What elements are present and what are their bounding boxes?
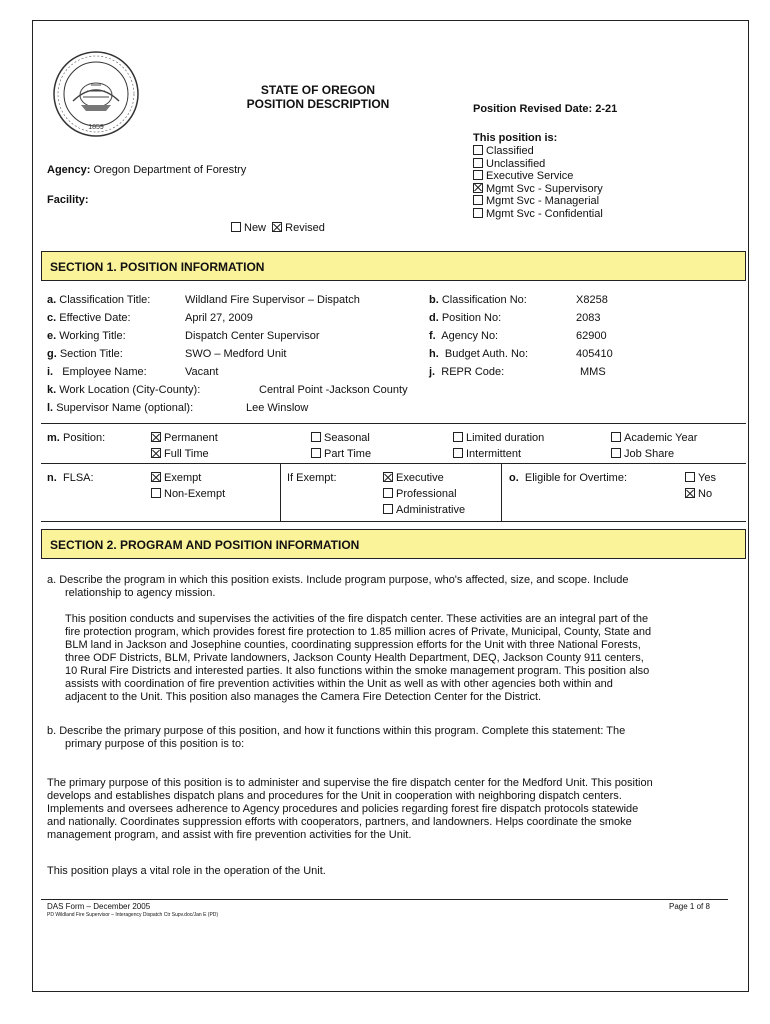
professional-checkbox[interactable]: [383, 488, 393, 498]
paragraph-line: Implements and oversees adherence to Agency procedures and policies regarding forest fire dispatch protocols statewide: [47, 803, 639, 815]
position-is-checkbox[interactable]: [473, 145, 483, 155]
work-location-value: Central Point -Jackson County: [259, 384, 408, 396]
agency-row: [47, 163, 246, 177]
paragraph-line: This position conducts and supervises the activities of the fire dispatch center. These activities are an integral part of the: [65, 613, 649, 625]
paragraph-line: 10 Rural Fire Districts and interested parties. It also functions within the smoke management program. This position also: [65, 665, 650, 677]
new-label: New: [244, 222, 267, 234]
paragraph-line: The primary purpose of this position is to administer and supervise the fire dispatch center for the Medford Unit. This position: [47, 777, 653, 789]
section1-header: [41, 251, 746, 281]
agency-no-value: 62900: [576, 330, 607, 342]
paragraph-line: develops and establishes dispatch plans and procedures for the Unit in cooperation with neighboring dispatch centers.: [47, 790, 622, 802]
facility-label: Facility:: [47, 194, 89, 206]
position-is-option: Mgmt Svc - Managerial: [473, 195, 603, 208]
position-is-option: Unclassified: [473, 158, 603, 171]
position-is-option: Mgmt Svc - Confidential: [473, 208, 603, 221]
answer-a: [65, 613, 747, 704]
svg-text:1859: 1859: [88, 124, 104, 131]
form-page: 1859 STATE OF OREGON POSITION DESCRIPTION Position Revised Date: 2-21 This position is: Classified Unclassified Executive Service Mgmt Svc - Supervisory Mgmt Svc - Managerial Mgmt Svc - Confidential Agency: Oregon Department of Forestry Facility: New Revised SECTION 1. POSITION INFORMATION a. Classification Title: Wildland Fire Supervisor – Dispatch b. Classification No: X8258 c. Effective Date: April 27, 2009 d. Position No: 2083 e. Working Title: Dispatch Center Supervisor f. Agency No: 62900 g. Section Title: SWO – Medford Unit h. Budget Auth. No: 405410 i. Employee Name: Vacant j. REPR Code: MMS k. Work Location (City-County): Central Point -Jackson County l. Supervisor Name (optional): Lee Winslow m. Position: Permanent Seasonal Limited duration Academic Year Full Time Part Time Intermittent Job Share n. FLSA: Exempt Non-Exempt If Exempt: Executive Professional Administrative o. Eligible for Overtime: Yes No SECTION 2. PROGRAM AND POSITION INFORMATION a. Describe the program in which this position exists. Include program purpose, who's affected, size, and scope. Include relationship to agency mission. This position conducts and supervises the activities of the fire dispatch center. These activities are an integral part of the fire protection program, which provides forest fire protection to 1.85 million acres of Private, Municipal, County, State and BLM land in Jackson and Josephine counties, coordinating suppression efforts for the Unit with three National Forests, three ODF Districts, BLM, Private landowners, Jackson County Health Department, DEQ, Jackson County 911 centers, 10 Rural Fire Districts and interested parties. It also functions within the smoke management program. This position also assists with coordination of fire prevention activities within the Unit as well as with other agencies both within and adjacent to the Unit. This position also manages the Camera Fire Detection Center for the District. b. Describe the primary purpose of this position, and how it functions within this program. Complete this statement: The primary purpose of this position is to: The primary purpose of this position is to administer and supervise the fire dispatch center for the Medford Unit. This position develops and establishes dispatch plans and procedures for the Unit in cooperation with neighboring dispatch centers. Implements and oversees adherence to Agency procedures and policies regarding forest fire dispatch protocols statewide and nationally. Coordinates suppression efforts with cooperators, partners, and landowners. Helps coordinate the smoke management program, and assist with fire prevention activities for the Unit. This position plays a vital role in the operation of the Unit. DAS Form – December 2005 PD Wildland Fire Supervisor – Interagency Dispatch Ctr Supv.doc/Jan E (PD) Page 1 of 8: [32, 20, 749, 992]
academic-year-checkbox[interactable]: [611, 432, 621, 442]
part-time-checkbox[interactable]: [311, 448, 321, 458]
position-is-checkbox[interactable]: [473, 183, 483, 193]
position-is-checkbox[interactable]: [473, 208, 483, 218]
section1-title: SECTION 1. POSITION INFORMATION: [50, 260, 265, 274]
paragraph-line: assists with coordination of fire prevention activities within the Unit as well as with other agencies both within and: [65, 678, 613, 690]
paragraph-line: adjacent to the Unit. This position also manages the Camera Fire Detection Center for the District.: [65, 691, 542, 703]
revised-date-value: 2-21: [595, 103, 618, 115]
permanent-checkbox[interactable]: [151, 432, 161, 442]
limited-duration-checkbox[interactable]: [453, 432, 463, 442]
repr-code-value: MMS: [580, 366, 606, 378]
non-exempt-checkbox[interactable]: [151, 488, 161, 498]
position-is-options: [473, 145, 603, 220]
job-share-checkbox[interactable]: [611, 448, 621, 458]
position-no-value: 2083: [576, 312, 601, 324]
section2-header: [41, 529, 746, 559]
question-a: a. Describe the program in which this position exists. Include program purpose, who's affected, size, and scope. Include relationship to agency mission.: [47, 574, 629, 599]
agency-label: Agency:: [47, 164, 91, 176]
exempt-checkbox[interactable]: [151, 472, 161, 482]
section2-title: SECTION 2. PROGRAM AND POSITION INFORMATION: [50, 538, 360, 552]
budget-auth-value: 405410: [576, 348, 613, 360]
classification-title-value: Wildland Fire Supervisor – Dispatch: [185, 294, 360, 306]
position-is-title: This position is:: [473, 132, 558, 144]
new-checkbox[interactable]: [231, 222, 241, 232]
overtime-no-checkbox[interactable]: [685, 488, 695, 498]
supervisor-name-value: Lee Winslow: [246, 402, 309, 414]
question-b: b. Describe the primary purpose of this position, and how it functions within this program. Complete this statement: The primary purpose of this position is to:: [47, 725, 626, 750]
section-title-value: SWO – Medford Unit: [185, 348, 287, 360]
position-is-option: Executive Service: [473, 170, 603, 183]
oregon-seal-logo: [51, 49, 141, 139]
executive-checkbox[interactable]: [383, 472, 393, 482]
classification-no-value: X8258: [576, 294, 608, 306]
employee-name-value: Vacant: [185, 366, 219, 378]
full-time-checkbox[interactable]: [151, 448, 161, 458]
administrative-checkbox[interactable]: [383, 504, 393, 514]
position-is-option: Mgmt Svc - Supervisory: [473, 183, 603, 196]
position-is-checkbox[interactable]: [473, 195, 483, 205]
intermittent-checkbox[interactable]: [453, 448, 463, 458]
agency-value: Oregon Department of Forestry: [93, 164, 247, 176]
paragraph-line: BLM land in Jackson and Josephine counties, coordinating suppression efforts for the Unit with three National Forests,: [65, 639, 641, 651]
position-is-checkbox[interactable]: [473, 158, 483, 168]
footer-path: PD Wildland Fire Supervisor – Interagency Dispatch Ctr Supv.doc/Jan E (PD): [47, 912, 219, 918]
effective-date-value: April 27, 2009: [185, 312, 253, 324]
overtime-yes-checkbox[interactable]: [685, 472, 695, 482]
paragraph-line: management program, and assist with fire prevention activities for the Unit.: [47, 829, 412, 841]
answer-b: [47, 777, 747, 842]
seasonal-checkbox[interactable]: [311, 432, 321, 442]
paragraph-line: fire protection program, which provides forest fire protection to 1.85 million acres of Private, Municipal, County, State and: [65, 626, 652, 638]
position-is-checkbox[interactable]: [473, 170, 483, 180]
revised-label: Revised: [285, 222, 325, 234]
paragraph-line: and nationally. Coordinates suppression efforts with cooperators, partners, and landowners. Helps coordinate the smoke: [47, 816, 632, 828]
revised-date: [473, 102, 617, 116]
working-title-value: Dispatch Center Supervisor: [185, 330, 320, 342]
paragraph-line: three ODF Districts, BLM, Private landowners, Jackson County Health Department, DEQ, Jackson County 911 centers,: [65, 652, 644, 664]
position-is-option: Classified: [473, 145, 603, 158]
revised-checkbox[interactable]: [272, 222, 282, 232]
state-title: STATE OF OREGON: [260, 83, 376, 97]
footer-page: Page 1 of 8: [669, 902, 710, 911]
footer-form: DAS Form – December 2005: [47, 902, 151, 911]
revised-date-label: Position Revised Date:: [473, 103, 593, 115]
document-title: POSITION DESCRIPTION: [246, 97, 390, 111]
closing-statement: This position plays a vital role in the operation of the Unit.: [47, 865, 326, 877]
status-row: [231, 221, 325, 235]
